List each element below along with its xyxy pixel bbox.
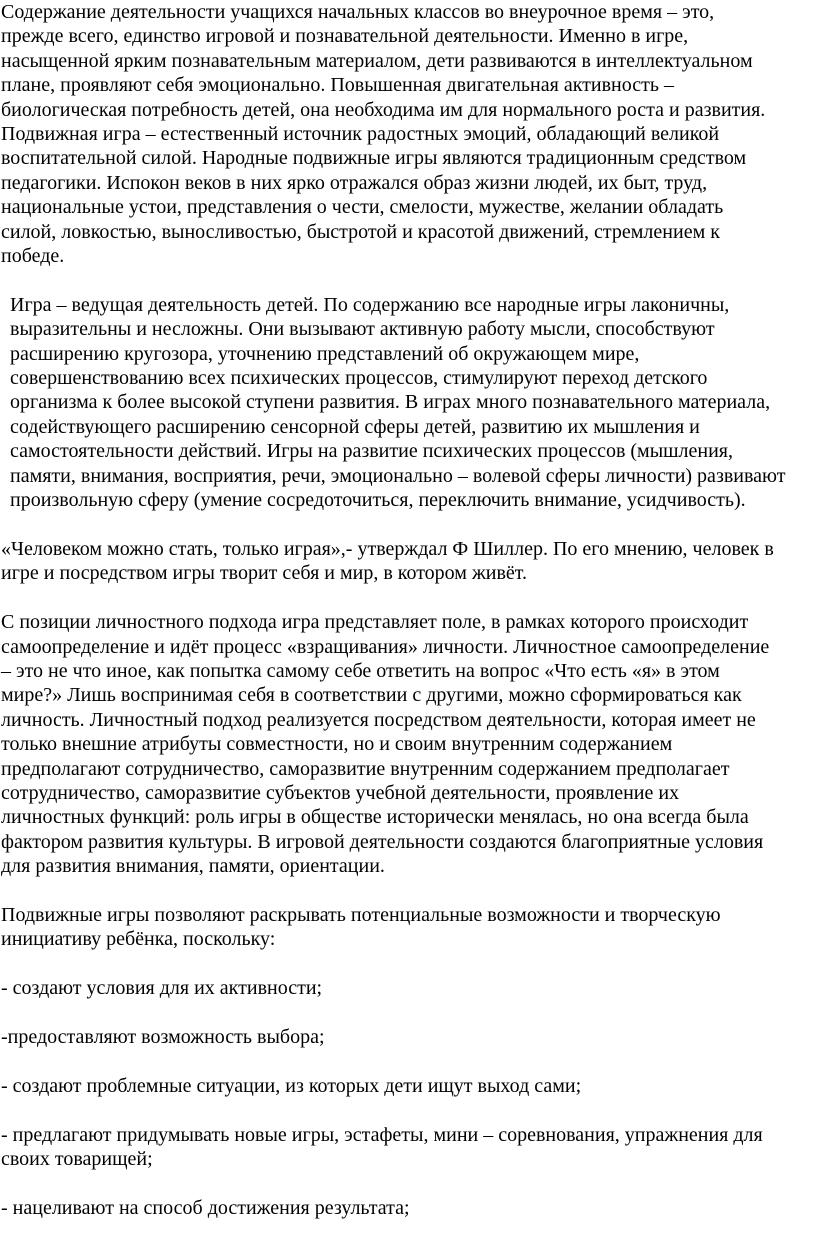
paragraph-intro <box>1 0 813 268</box>
text-line: воспитательной силой. Народные подвижные игры являются традиционным средством <box>1 147 747 170</box>
text-line: Содержание деятельности учащихся начальных классов во внеурочное время – это, <box>1 1 715 23</box>
text-line: насыщенной ярким познавательным материалом, дети развиваются в интеллектуальном <box>1 49 753 72</box>
text-line: - создают условия для их активности; <box>1 977 323 1000</box>
text-line: расширению кругозора, уточнению представлений об окружающем мире, <box>10 342 640 365</box>
text-line: – это не что иное, как попытка самому себе ответить на вопрос «Что есть «я» в этом <box>1 659 720 682</box>
text-line: своих товарищей; <box>1 1147 153 1170</box>
text-line: биологическая потребность детей, она необходима им для нормального роста и развития. <box>1 98 766 121</box>
text-line: силой, ловкостью, выносливостью, быстротой и красотой движений, стремлением к <box>1 220 720 243</box>
text-line: победе. <box>1 245 65 268</box>
list-item-choice <box>1 1025 813 1049</box>
paragraph-personal-approach <box>1 610 813 878</box>
text-line: Подвижные игры позволяют раскрывать потенциальные возможности и творческую <box>1 903 721 926</box>
text-line: предполагают сотрудничество, саморазвитие внутренним содержанием предполагает <box>1 757 730 780</box>
list-item-result-method <box>1 1196 813 1220</box>
text-line: инициативу ребёнка, поскольку: <box>1 928 276 951</box>
text-line: для развития внимания, памяти, ориентации. <box>1 855 385 878</box>
text-line: выразительны и несложны. Они вызывают активную работу мысли, способствуют <box>10 318 715 341</box>
text-line: -предоставляют возможность выбора; <box>1 1025 325 1048</box>
text-line: личность. Личностный подход реализуется посредством деятельности, которая имеет не <box>1 708 756 731</box>
text-line: сотрудничество, саморазвитие субъектов учебной деятельности, проявление их <box>1 781 680 804</box>
text-line: национальные устои, представления о чести, смелости, мужестве, желании обладать <box>1 196 724 219</box>
text-line: «Человеком можно стать, только играя»,- утверждал Ф Шиллер. По его мнению, человек в <box>1 537 774 560</box>
text-line: - предлагают придумывать новые игры, эстафеты, мини – соревнования, упражнения для <box>1 1123 763 1146</box>
text-line: организма к более высокой ступени развития. В играх много познавательного материала, <box>10 391 771 414</box>
text-line: самоопределение и идёт процесс «взращивания» личности. Личностное самоопределение <box>1 635 770 658</box>
text-line: самостоятельности действий. Игры на развитие психических процессов (мышления, <box>10 440 734 463</box>
paragraph-schiller-quote <box>1 537 813 586</box>
text-line: Подвижная игра – естественный источник радостных эмоций, обладающий великой <box>1 123 720 146</box>
text-line: фактором развития культуры. В игровой деятельности создаются благоприятные условия <box>1 830 764 853</box>
paragraph-outdoor-games <box>1 903 813 952</box>
text-line: Игра – ведущая деятельность детей. По содержанию все народные игры лаконичны, <box>10 293 730 316</box>
text-line: личностных функций: роль игры в обществе исторически менялась, но она всегда была <box>1 806 749 829</box>
text-line: прежде всего, единство игровой и познавательной деятельности. Именно в игре, <box>1 25 689 48</box>
text-line: произвольную сферу (умение сосредоточиться, переключить внимание, усидчивость). <box>10 489 746 512</box>
text-line: - создают проблемные ситуации, из которых дети ищут выход сами; <box>1 1074 582 1097</box>
text-line: плане, проявляют себя эмоционально. Повышенная двигательная активность – <box>1 74 674 97</box>
text-line: - нацеливают на способ достижения результата; <box>1 1196 410 1219</box>
text-line: памяти, внимания, восприятия, речи, эмоционально – волевой сферы личности) развивают <box>10 464 786 487</box>
text-line: только внешние атрибуты совместности, но и своим внутренним содержанием <box>1 733 673 756</box>
text-line: педагогики. Испокон веков в них ярко отражался образ жизни людей, их быт, труд, <box>1 171 708 194</box>
text-line: мире?» Лишь воспринимая себя в соответствии с другими, можно сформироваться как <box>1 684 742 707</box>
list-item-invent-games <box>1 1123 813 1172</box>
text-line: совершенствованию всех психических процессов, стимулируют переход детского <box>10 367 708 390</box>
list-item-problem-situations <box>1 1074 813 1098</box>
list-item-activity-conditions <box>1 976 813 1000</box>
text-line: содействующего расширению сенсорной сферы детей, развитию их мышления и <box>10 415 700 438</box>
paragraph-play-leading-activity <box>1 293 813 513</box>
text-line: игре и посредством игры творит себя и мир, в котором живёт. <box>1 562 528 585</box>
text-line: С позиции личностного подхода игра представляет поле, в рамках которого происходит <box>1 611 749 634</box>
